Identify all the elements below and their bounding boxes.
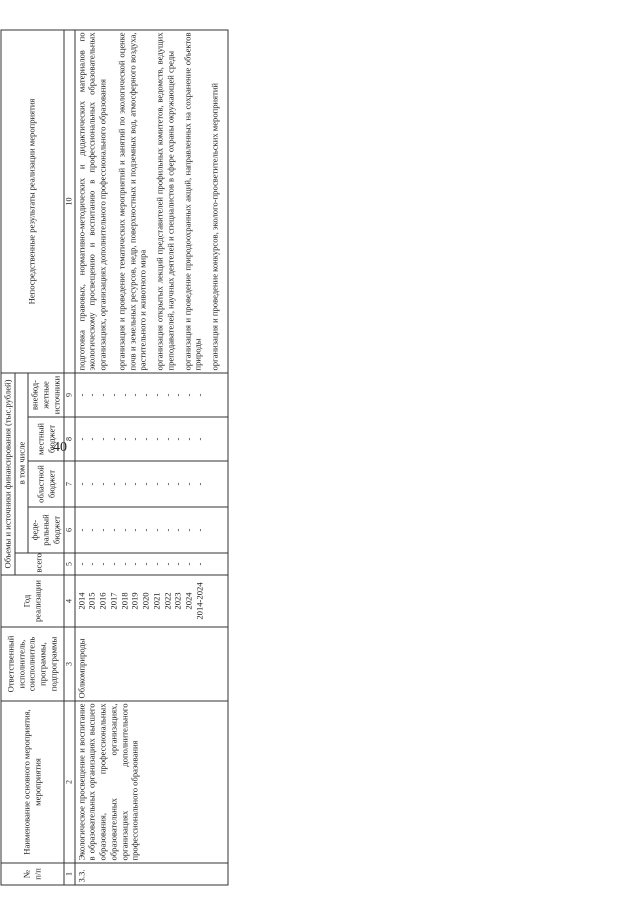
funding-local-cell — [74, 417, 227, 461]
column-number: 2 — [63, 701, 74, 863]
funding-dash: - — [97, 437, 108, 440]
funding-dash: - — [97, 482, 108, 485]
year-value: 2017 — [107, 591, 118, 610]
year-value: 2014-2024 — [193, 581, 204, 620]
column-number: 5 — [63, 553, 74, 575]
column-number: 10 — [63, 29, 74, 372]
year-value: 2014 — [75, 591, 86, 610]
funding-dash: - — [75, 393, 86, 396]
funding-dash: - — [140, 437, 151, 440]
funding-dash: - — [161, 437, 172, 440]
activity-name: Экологическое просвещение и воспитание в образовательных организациях высшего образования, профессиональных образовательных организациях, организациях дополнительного профессионального образования — [74, 701, 227, 863]
year-value: 2023 — [172, 591, 183, 610]
funding-dash: - — [161, 528, 172, 531]
column-number: 1 — [63, 863, 74, 885]
funding-dash: - — [107, 437, 118, 440]
funding-dash: - — [86, 528, 97, 531]
column-number: 4 — [63, 575, 74, 627]
header-name: Наименование основного мероприятия, мероприятия — [1, 701, 64, 863]
header-extra: внебюд-жетные источники — [28, 372, 63, 416]
funding-dash: - — [193, 437, 204, 440]
year-value: 2020 — [140, 591, 151, 610]
funding-dash: - — [183, 393, 194, 396]
year-value: 2016 — [97, 591, 108, 610]
funding-dash: - — [107, 528, 118, 531]
funding-dash: - — [107, 393, 118, 396]
column-number: 7 — [63, 461, 74, 507]
year-value: 2019 — [129, 591, 140, 610]
column-number: 3 — [63, 627, 74, 701]
column-number: 9 — [63, 372, 74, 416]
funding-dash: - — [140, 528, 151, 531]
result-item: организация и проведение конкурсов, эколого-просветительских мероприятий — [209, 82, 220, 370]
row-number: 3.3. — [74, 863, 227, 885]
funding-dash: - — [183, 562, 194, 565]
funding-dash: - — [118, 528, 129, 531]
header-year: Год реализации — [1, 575, 64, 627]
funding-extra-cell — [74, 372, 227, 416]
funding-dash: - — [129, 393, 140, 396]
funding-dash: - — [193, 393, 204, 396]
funding-dash: - — [161, 562, 172, 565]
funding-dash: - — [75, 528, 86, 531]
funding-dash: - — [86, 437, 97, 440]
funding-dash: - — [183, 482, 194, 485]
funding-dash: - — [86, 562, 97, 565]
funding-dash: - — [129, 437, 140, 440]
header-responsible: Ответственный исполнитель, соисполнитель программы, подпрограммы — [1, 627, 64, 701]
result-item: организация и проведение тематических мероприятий и занятий по экологической оценке почв и земельных ресурсов, недр, поверхностных и подземных вод, атмосферного воздуха, растительного и животного мира — [115, 31, 148, 370]
table-row — [74, 29, 227, 884]
years-cell — [74, 575, 227, 627]
funding-dash: - — [118, 482, 129, 485]
funding-dash: - — [150, 482, 161, 485]
funding-dash: - — [183, 437, 194, 440]
funding-dash: - — [129, 562, 140, 565]
column-number: 8 — [63, 417, 74, 461]
funding-dash: - — [97, 393, 108, 396]
funding-dash: - — [86, 482, 97, 485]
year-value: 2015 — [86, 591, 97, 610]
header-funding: Объемы и источники финансирования (тыс.рублей) — [1, 372, 15, 574]
funding-dash: - — [150, 528, 161, 531]
funding-dash: - — [172, 528, 183, 531]
funding-dash: - — [75, 562, 86, 565]
funding-dash: - — [172, 482, 183, 485]
year-value: 2021 — [150, 591, 161, 610]
funding-dash: - — [118, 437, 129, 440]
results-cell — [74, 29, 227, 372]
funding-dash: - — [161, 393, 172, 396]
header-regional: областной бюджет — [28, 461, 63, 507]
funding-regional-cell — [74, 461, 227, 507]
result-item: организация и проведение природоохранных акций, направленных на сохранение объектов природы — [181, 31, 203, 370]
funding-dash: - — [118, 393, 129, 396]
funding-dash: - — [97, 562, 108, 565]
funding-dash: - — [129, 528, 140, 531]
header-local: местный бюджет — [28, 417, 63, 461]
funding-dash: - — [183, 528, 194, 531]
funding-dash: - — [150, 437, 161, 440]
header-num: № п/п — [1, 863, 64, 885]
result-item: организация открытых лекций представителей профильных комитетов, ведомств, ведущих преподавателей, научных деятелей и специалистов в сфере охраны окружающей среды — [154, 31, 175, 370]
funding-dash: - — [140, 482, 151, 485]
column-number-row — [63, 29, 74, 884]
funding-dash: - — [193, 528, 204, 531]
funding-dash: - — [107, 562, 118, 565]
result-item: подготовка правовых, нормативно-методических и дидактических материалов по экологическому просвещению и воспитанию в профессиональных образовательных организациях, организациях дополнительного профессионального образования — [75, 31, 108, 370]
funding-dash: - — [118, 562, 129, 565]
year-value: 2024 — [183, 591, 194, 610]
funding-dash: - — [161, 482, 172, 485]
year-value: 2022 — [161, 591, 172, 610]
funding-dash: - — [193, 482, 204, 485]
funding-dash: - — [172, 437, 183, 440]
rotated-document-content — [0, 20, 440, 885]
header-results: Непосредственные результаты реализации мероприятия — [1, 29, 64, 372]
column-number: 6 — [63, 507, 74, 553]
program-activities-table — [0, 29, 228, 885]
funding-dash: - — [172, 393, 183, 396]
funding-dash: - — [97, 528, 108, 531]
funding-dash: - — [107, 482, 118, 485]
funding-dash: - — [75, 437, 86, 440]
funding-dash: - — [172, 562, 183, 565]
funding-dash: - — [86, 393, 97, 396]
header-total: всего — [14, 553, 63, 575]
page-number: 40 — [53, 440, 67, 455]
funding-dash: - — [75, 482, 86, 485]
funding-dash: - — [129, 482, 140, 485]
header-federal: феде-ральный бюджет — [28, 507, 63, 553]
funding-dash: - — [140, 562, 151, 565]
funding-dash: - — [150, 562, 161, 565]
responsible-executor: Облкомприроды — [74, 627, 227, 701]
header-in-that: в том числе — [14, 372, 28, 552]
funding-total-cell — [74, 553, 227, 575]
year-value: 2018 — [118, 591, 129, 610]
funding-dash: - — [193, 562, 204, 565]
funding-dash: - — [150, 393, 161, 396]
funding-federal-cell — [74, 507, 227, 553]
funding-dash: - — [140, 393, 151, 396]
